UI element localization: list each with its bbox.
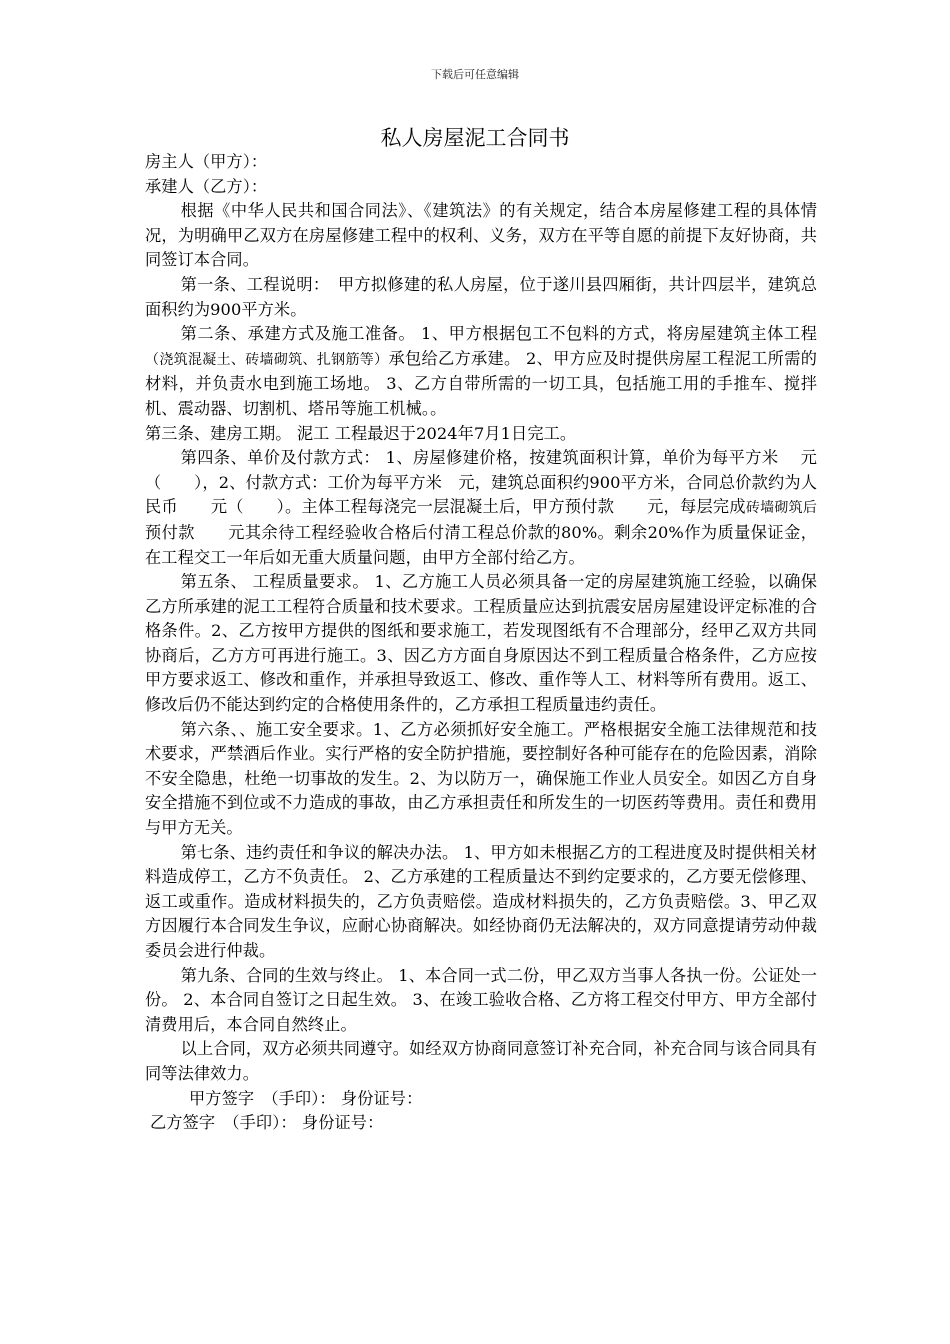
article-2-text-a: 第二条、承建方式及施工准备。 1、甲方根据包工不包料的方式，将房屋建筑主体工程 (180, 324, 817, 344)
intro-paragraph: 根据《中华人民共和国合同法》、《建筑法》的有关规定，结合本房屋修建工程的具体情况，为明确甲乙双方在房屋修建工程中的权利、义务，双方在平等自愿的前提下友好协商，共同签订本合同。 (145, 201, 817, 270)
article-1: 第一条、工程说明： 甲方拟修建的私人房屋，位于遂川县四厢街，共计四层半，建筑总面积约为900平方米。 (145, 274, 817, 319)
party-b-line: 承建人（乙方）： (145, 176, 268, 196)
article-2 (145, 322, 817, 421)
article-2-note: （浇筑混凝土、砖墙砌筑、扎钢筋等） (145, 351, 389, 368)
article-4 (145, 446, 817, 570)
article-4-note: 砖墙砌筑后 (745, 500, 817, 517)
article-5: 第五条、 工程质量要求。 1、乙方施工人员必须具备一定的房屋建筑施工经验，以确保乙方所承建的泥工工程符合质量和技术要求。工程质量应达到抗震安居房屋建设评定标准的合格条件。2、乙方按甲方提供的图纸和要求施工，若发现图纸有不合理部分，经甲乙双方共同协商后，乙方方可再进行施工。3、因乙方方面自身原因达不到工程质量合格条件，乙方应按甲方要求返工、修改和重作，并承担导致返工、修改、重作等人工、材料等所有费用。返工、修改后仍不能达到约定的合格使用条件的，乙方承担工程质量违约责任。 (145, 572, 817, 715)
article-6: 第六条、、施工安全要求。1、乙方必须抓好安全施工。严格根据安全施工法律规范和技术要求，严禁酒后作业。实行严格的安全防护措施，要控制好各种可能存在的危险因素，消除不安全隐患，杜绝一切事故的发生。2、为以防万一，确保施工作业人员安全。如因乙方自身安全措施不到位或不力造成的事故，由乙方承担责任和所发生的一切医药等费用。责任和费用与甲方无关。 (145, 719, 817, 838)
article-7: 第七条、违约责任和争议的解决办法。 1、甲方如未根据乙方的工程进度及时提供相关材料造成停工，乙方不负责任。 2、乙方承建的工程质量达不到约定要求的，乙方要无偿修理、返工或重作。造成材料损失的，乙方负责赔偿。造成材料损失的，乙方负责赔偿。3、甲乙双方因履行本合同发生争议，应耐心协商解决。如经协商仍无法解决的，双方同意提请劳动仲裁委员会进行仲裁。 (145, 842, 817, 960)
header-note: 下载后可任意编辑 (431, 68, 519, 81)
article-4-text-a: 第四条、单价及付款方式： 1、房屋修建价格，按建筑面积计算，单价为每平方米 元（ ），2、付款方式：工价为每平方米 元，建筑总面积约900平方米，合同总价款约为人民币 元（ ）。主体工程每浇完一层混凝土后，甲方预付款 元，每层完成 (145, 448, 817, 517)
closing-paragraph: 以上合同，双方必须共同遵守。如经双方协商同意签订补充合同，补充合同与该合同具有同等法律效力。 (145, 1039, 817, 1083)
article-3: 第三条、建房工期。 泥工 工程最迟于2024年7月1日完工。 (145, 423, 577, 443)
contract-body (145, 150, 817, 1136)
article-9: 第九条、合同的生效与终止。 1、本合同一式二份，甲乙双方当事人各执一份。公证处一份。 2、本合同自签订之日起生效。 3、在竣工验收合格、乙方将工程交付甲方、甲方全部付清费用后，本合同自然终止。 (145, 965, 817, 1034)
signature-party-b: 乙方签字 （手印）： 身份证号： (150, 1113, 384, 1133)
party-a-line: 房主人（甲方）： (145, 152, 268, 171)
article-4-text-b: 预付款 元其余待工程经验收合格后付清工程总价款的80%。剩余20%作为质量保证金，在工程交工一年后如无重大质量问题，由甲方全部付给乙方。 (145, 522, 817, 567)
contract-title: 私人房屋泥工合同书 (380, 126, 570, 150)
signature-party-a: 甲方签字 （手印）： 身份证号： (189, 1088, 423, 1108)
article-2-text-b: 承包给乙方承建。 2、甲方应及时提供房屋工程泥工所需的材料，并负责水电到施工场地。 3、乙方自带所需的一切工具，包括施工用的手推车、搅拌机、震动器、切割机、塔吊等施工机械。。 (145, 348, 817, 418)
